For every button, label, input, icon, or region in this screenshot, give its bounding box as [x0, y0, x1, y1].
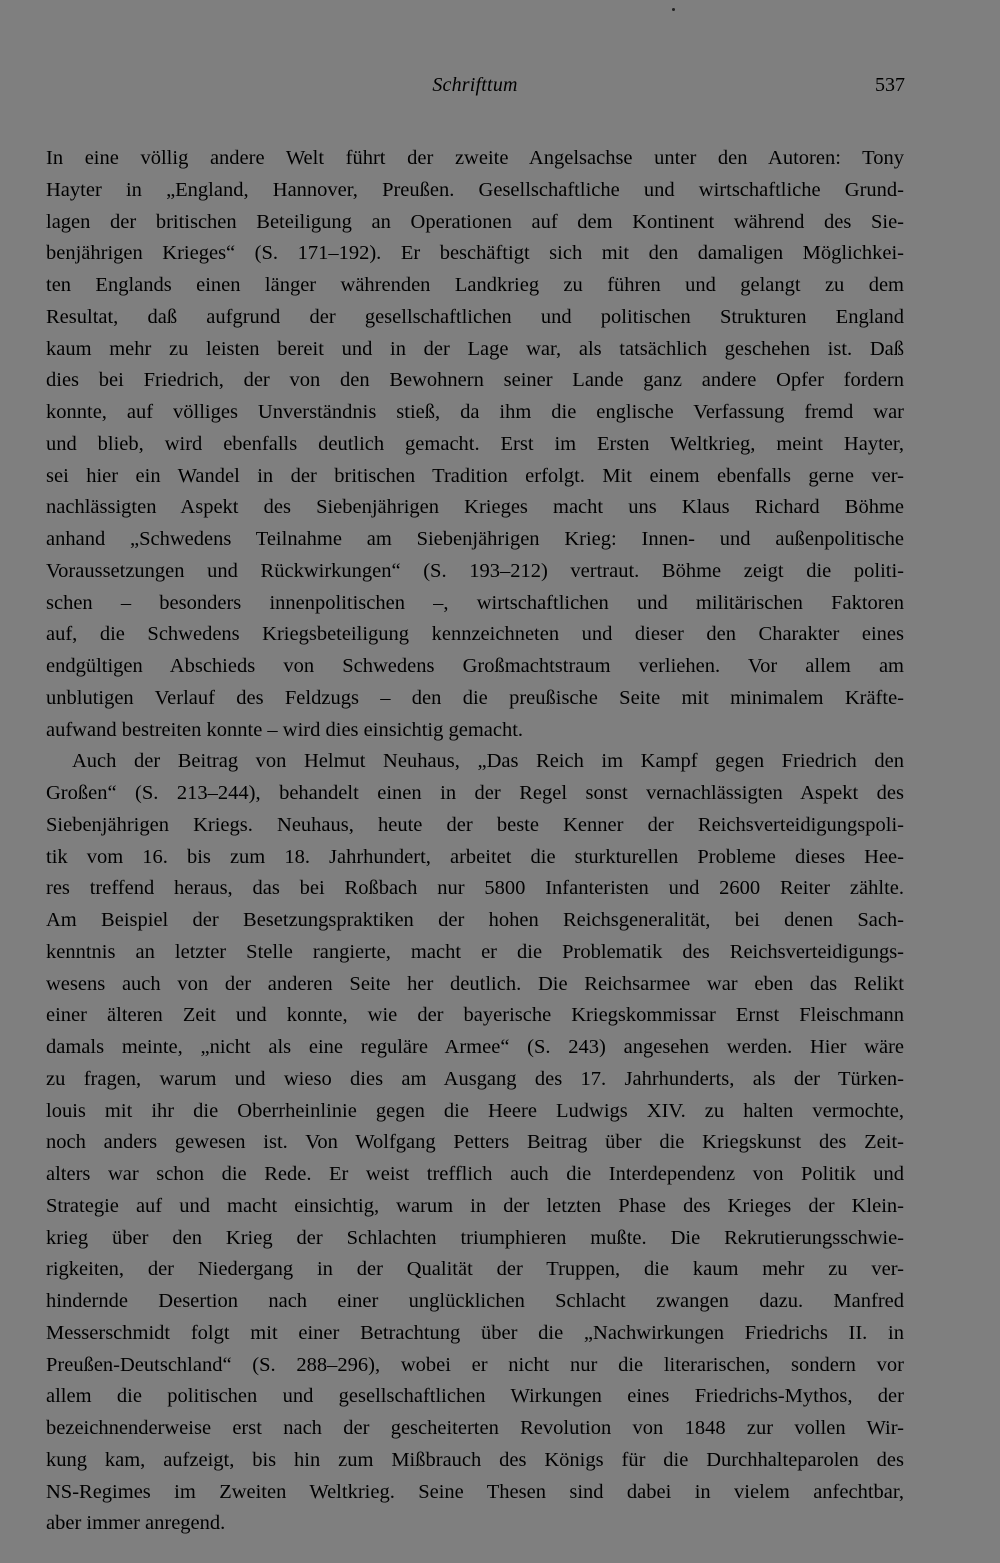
body-text — [46, 143, 904, 1540]
text-line: endgültigen Abschieds von Schwedens Großmachtstraum verliehen. Vor allem am — [46, 655, 904, 677]
text-line: allem die politischen und gesellschaftlichen Wirkungen eines Friedrichs-Mythos, der — [46, 1385, 904, 1408]
text-line: einer älteren Zeit und konnte, wie der bayerische Kriegskommissar Ernst Fleischmann — [46, 1004, 904, 1027]
text-line: Auch der Beitrag von Helmut Neuhaus, „Das Reich im Kampf gegen Friedrich den — [72, 750, 904, 773]
text-line: alters war schon die Rede. Er weist trefflich auch die Interdependenz von Politik und — [46, 1163, 904, 1185]
text-line: tik vom 16. bis zum 18. Jahrhundert, arbeitet die sturkturellen Probleme dieses Hee- — [46, 845, 904, 868]
text-line: hindernde Desertion nach einer unglücklichen Schlacht zwangen dazu. Manfred — [46, 1290, 904, 1312]
text-line: und blieb, wird ebenfalls deutlich gemacht. Erst im Ersten Weltkrieg, meint Hayter, — [46, 432, 904, 455]
text-line: benjährigen Krieges“ (S. 171–192). Er beschäftigt sich mit den damaligen Möglichkei- — [46, 242, 904, 265]
running-title: Schrifttum — [432, 74, 518, 96]
text-line: lagen der britischen Beteiligung an Operationen auf dem Kontinent während des Sie- — [46, 210, 904, 233]
text-line: unblutigen Verlauf des Feldzugs – den die preußische Seite mit minimalem Kräfte- — [46, 686, 904, 709]
text-line: Resultat, daß aufgrund der gesellschaftlichen und politischen Strukturen England — [46, 305, 904, 328]
paragraph — [46, 143, 904, 746]
text-line: aber immer anregend. — [46, 1512, 226, 1535]
text-line: rigkeiten, der Niedergang in der Qualität der Truppen, die kaum mehr zu ver- — [46, 1258, 904, 1281]
text-line: kung kam, aufzeigt, bis hin zum Mißbrauch des Königs für die Durchhalteparolen des — [46, 1448, 904, 1471]
text-line: kenntnis an letzter Stelle rangierte, macht er die Problematik des Reichsverteidigungs- — [46, 940, 904, 963]
text-line: damals meinte, „nicht als eine reguläre Armee“ (S. 243) angesehen werden. Hier wäre — [46, 1036, 904, 1058]
text-line: nachlässigten Aspekt des Siebenjährigen Krieges macht uns Klaus Richard Böhme — [46, 496, 904, 519]
text-line: Preußen-Deutschland“ (S. 288–296), wobei er nicht nur die literarischen, sondern vor — [46, 1353, 904, 1376]
text-line: Messerschmidt folgt mit einer Betrachtung über die „Nachwirkungen Friedrichs II. in — [46, 1321, 904, 1344]
text-line: Hayter in „England, Hannover, Preußen. Gesellschaftliche und wirtschaftliche Grund- — [46, 178, 904, 201]
page-header — [45, 74, 905, 104]
text-line: zu fragen, warum und wieso dies am Ausgang des 17. Jahrhunderts, als der Türken- — [46, 1067, 904, 1090]
text-line: Siebenjährigen Kriegs. Neuhaus, heute der beste Kenner der Reichsverteidigungspoli- — [46, 813, 904, 836]
scan-speck — [672, 8, 675, 11]
text-line: louis mit ihr die Oberrheinlinie gegen die Heere Ludwigs XIV. zu halten vermochte, — [46, 1099, 904, 1122]
text-line: wesens auch von der anderen Seite her deutlich. Die Reichsarmee war eben das Relikt — [46, 972, 904, 995]
page-number: 537 — [875, 74, 905, 96]
text-line: Am Beispiel der Besetzungspraktiken der hohen Reichsgeneralität, bei denen Sach- — [46, 909, 904, 931]
text-line: bezeichnenderweise erst nach der gescheiterten Revolution von 1848 zur vollen Wir- — [46, 1417, 904, 1439]
text-line: Voraussetzungen und Rückwirkungen“ (S. 193–212) vertraut. Böhme zeigt die politi- — [46, 559, 904, 582]
text-line: anhand „Schwedens Teilnahme am Siebenjährigen Krieg: Innen- und außenpolitische — [46, 528, 904, 550]
text-line: Großen“ (S. 213–244), behandelt einen in der Regel sonst vernachlässigten Aspekt des — [46, 782, 904, 804]
paragraph — [46, 746, 904, 1540]
text-line: res treffend heraus, das bei Roßbach nur 5800 Infanteristen und 2600 Reiter zählte. — [46, 877, 904, 900]
text-line: konnte, auf völliges Unverständnis stieß, da ihm die englische Verfassung fremd war — [46, 401, 904, 423]
text-line: noch anders gewesen ist. Von Wolfgang Petters Beitrag über die Kriegskunst des Zeit- — [46, 1131, 904, 1154]
text-line: NS-Regimes im Zweiten Weltkrieg. Seine Thesen sind dabei in vielem anfechtbar, — [46, 1480, 904, 1503]
text-line: Strategie auf und macht einsichtig, warum in der letzten Phase des Krieges der Klein- — [46, 1194, 904, 1217]
text-line: krieg über den Krieg der Schlachten triumphieren mußte. Die Rekrutierungsschwie- — [46, 1226, 904, 1249]
text-line: ten Englands einen länger währenden Landkrieg zu führen und gelangt zu dem — [46, 274, 904, 296]
text-line: dies bei Friedrich, der von den Bewohnern seiner Lande ganz andere Opfer fordern — [46, 369, 904, 392]
text-line: auf, die Schwedens Kriegsbeteiligung kennzeichneten und dieser den Charakter eines — [46, 623, 904, 646]
text-line: In eine völlig andere Welt führt der zweite Angelsachse unter den Autoren: Tony — [46, 147, 904, 169]
text-line: kaum mehr zu leisten bereit und in der Lage war, als tatsächlich geschehen ist. Daß — [46, 337, 904, 360]
text-line: sei hier ein Wandel in der britischen Tradition erfolgt. Mit einem ebenfalls gerne ver- — [46, 464, 904, 487]
text-line: aufwand bestreiten konnte – wird dies einsichtig gemacht. — [46, 718, 524, 741]
text-line: schen – besonders innenpolitischen –, wirtschaftlichen und militärischen Faktoren — [46, 591, 904, 614]
